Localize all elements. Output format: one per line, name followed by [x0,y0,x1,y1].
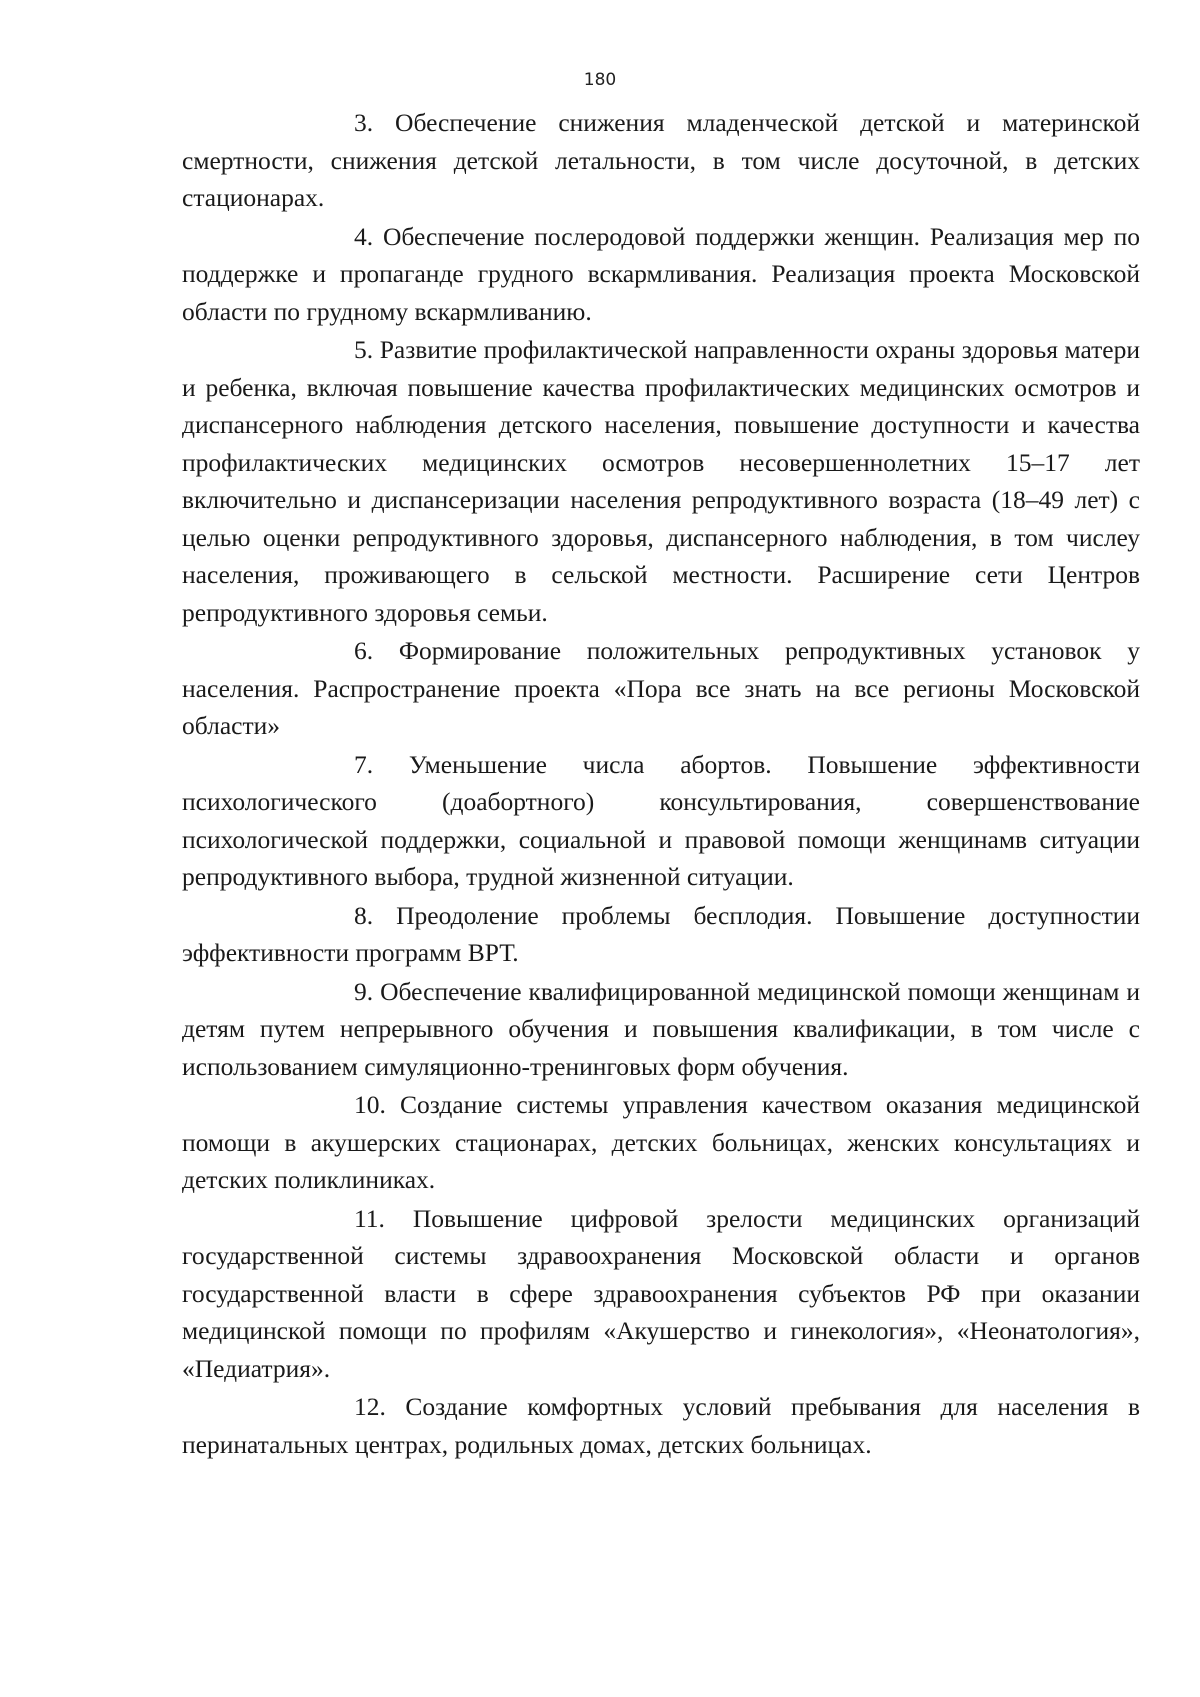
item-number: 12. [354,1392,386,1421]
item-number: 6. [354,636,374,665]
item-text: Повышение цифровой зрелости медицинских организаций государственной системы здравоохранения Московской области и органов государственной власти в сфере здравоохранения субъектов РФ при оказании медицинской помощи по профилям «Акушерство и гинекология», «Неонатология», «Педиатрия». [182,1203,1140,1383]
item-number: 7. [354,749,374,779]
list-item [182,1388,1140,1463]
item-text: Создание комфортных условий пребывания для населения в перинатальных центрах, родильных домах, детских больницах. [182,1392,1140,1459]
document-body [182,104,1140,1464]
item-number: 3. [354,108,374,137]
item-text: Создание системы управления качеством оказания медицинской помощи в акушерских стационарах, детских больницах, женских консультациях и детских поликлиниках. [182,1090,1140,1194]
item-text: Обеспечение квалифицированной медицинской помощи женщинам и детям путем непрерывного обучения и повышения квалификации, в том числе с использованием симуляционно-тренинговых форм обучения. [182,976,1141,1081]
item-number: 4. [354,221,374,251]
item-text: Уменьшение числа абортов. Повышение эффективности психологического (доабортного) консультирования, совершенствование психологической поддержки, социальной и правовой помощи женщинамв ситуации репродуктивного выбора, трудной жизненной ситуации. [182,749,1140,891]
list-item [182,973,1140,1086]
list-item [182,1086,1140,1199]
list-item [182,331,1140,631]
page-number: 180 [583,70,617,90]
item-number: 10. [354,1090,386,1119]
list-item [182,1200,1140,1388]
item-text: Формирование положительных репродуктивных установок у населения. Распространение проекта «Пора все знать на все регионы Московской области» [182,636,1141,740]
list-item [182,104,1140,217]
list-item [182,746,1140,896]
list-item [182,897,1140,972]
list-item [182,218,1140,331]
item-text: Обеспечение снижения младенческой детской и материнской смертности, снижения детской летальности, в том числе досуточной, в детских стационарах. [182,108,1141,212]
item-number: 5. [354,335,374,364]
item-text: Развитие профилактической направленности охраны здоровья матери и ребенка, включая повышение качества профилактических медицинских осмотров и диспансерного наблюдения детского населения, повышение доступности и качества профилактических медицинских осмотров несовершеннолетних 15–17 лет включительно и диспансеризации населения репродуктивного возраста (18–49 лет) с целью оценки репродуктивного здоровья, диспансерного наблюдения, в том числеу населения, проживающего в сельской местности. Расширение сети Центров репродуктивного здоровья семьи. [182,335,1141,627]
item-number: 9. [354,976,374,1006]
item-text: Преодоление проблемы бесплодия. Повышение доступностии эффективности программ ВРТ. [182,900,1141,967]
item-text: Обеспечение послеродовой поддержки женщин. Реализация мер по поддержке и пропаганде грудного вскармливания. Реализация проекта Московской области по грудному вскармливанию. [182,221,1141,326]
list-item [182,632,1140,745]
item-number: 8. [354,900,374,930]
item-number: 11. [354,1203,385,1233]
